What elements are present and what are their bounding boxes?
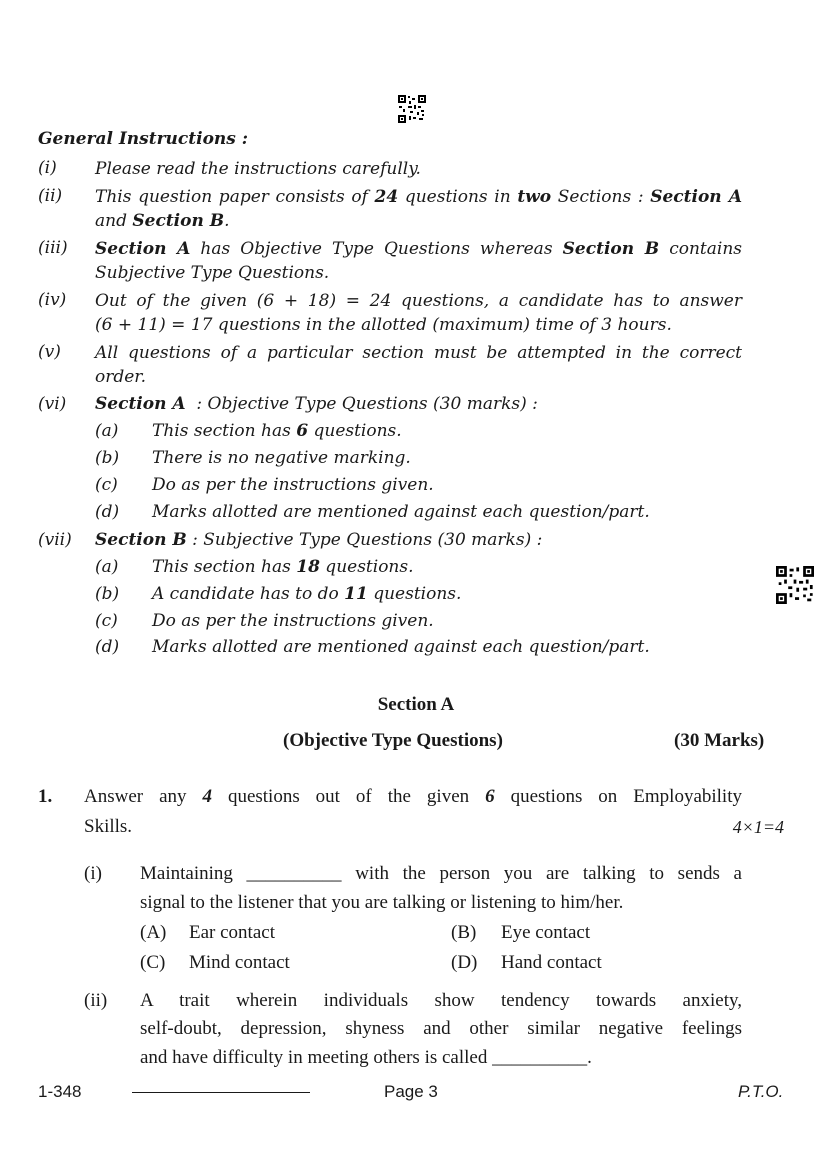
sub-label: (a) — [95, 557, 119, 577]
qr-code-side-icon — [776, 566, 814, 604]
option-text: Hand contact — [501, 952, 602, 973]
instruction-number: (ii) — [38, 186, 63, 206]
instruction-text: Please read the instructions carefully. — [95, 159, 421, 179]
part-number: (i) — [84, 863, 102, 884]
part-text: Maintaining __________ with the person you are talking to sends a — [140, 863, 742, 884]
question-text: Answer any 4 questions out of the given 6 questions on Employability — [84, 786, 742, 807]
instruction-text: All questions of a particular section must be attempted in the correct order. — [95, 343, 742, 387]
instruction-number: (iv) — [38, 290, 67, 310]
sub-label: (c) — [95, 475, 118, 495]
option-text: Ear contact — [189, 922, 275, 943]
paper-code: 1-348 — [38, 1082, 82, 1101]
option-label: (C) — [140, 952, 166, 973]
qr-code-top-icon — [398, 95, 426, 123]
instruction-text: This question paper consists of 24 questions in two Sections : Section A and Section B. — [95, 187, 743, 231]
instruction-text: Section A has Objective Type Questions whereas Section B contains Subjective Type Questions. — [95, 239, 742, 283]
sub-text: Marks allotted are mentioned against each question/part. — [152, 502, 650, 522]
sub-text: This section has 6 questions. — [152, 421, 402, 441]
part-text: A trait wherein individuals show tendency towards anxiety, — [140, 990, 742, 1011]
sub-label: (d) — [95, 502, 120, 522]
part-text-line2: self-doubt, depression, shyness and other similar negative feelings — [140, 1018, 742, 1039]
section-a-instruction: Section A : Objective Type Questions (30 marks) : — [95, 394, 538, 414]
section-subtitle: (Objective Type Questions) — [283, 730, 503, 751]
sub-label: (b) — [95, 448, 120, 468]
instruction-number: (iii) — [38, 238, 68, 258]
sub-text: Do as per the instructions given. — [152, 611, 434, 631]
page-number: Page 3 — [384, 1082, 438, 1101]
part-text-line3: and have difficulty in meeting others is called __________. — [140, 1047, 592, 1068]
instruction-number: (vii) — [38, 530, 72, 550]
instructions-heading: General Instructions : — [38, 129, 249, 149]
option-text: Mind contact — [189, 952, 290, 973]
sub-text: This section has 18 questions. — [152, 557, 414, 577]
section-b-instruction: Section B : Subjective Type Questions (30 marks) : — [95, 530, 543, 550]
instruction-number: (v) — [38, 342, 61, 362]
sub-text: A candidate has to do 11 questions. — [152, 584, 462, 604]
option-label: (D) — [451, 952, 478, 973]
pto-label: P.T.O. — [738, 1082, 784, 1101]
question-text-line2: Skills. — [84, 816, 133, 837]
sub-label: (a) — [95, 421, 119, 441]
question-number: 1. — [38, 786, 53, 807]
option-label: (A) — [140, 922, 167, 943]
sub-label: (c) — [95, 611, 118, 631]
sub-label: (d) — [95, 637, 120, 657]
option-text: Eye contact — [501, 922, 591, 943]
sub-text: Do as per the instructions given. — [152, 475, 434, 495]
footer-divider — [132, 1092, 310, 1093]
sub-text: There is no negative marking. — [152, 448, 411, 468]
instruction-number: (vi) — [38, 394, 67, 414]
section-marks: (30 Marks) — [674, 730, 765, 751]
sub-text: Marks allotted are mentioned against each question/part. — [152, 637, 650, 657]
question-score: 4×1=4 — [732, 817, 784, 837]
part-number: (ii) — [84, 990, 108, 1011]
section-title: Section A — [377, 694, 455, 715]
option-label: (B) — [451, 922, 477, 943]
sub-label: (b) — [95, 584, 120, 604]
instruction-number: (i) — [38, 158, 57, 178]
instruction-text: Out of the given (6 + 18) = 24 questions, a candidate has to answer (6 + 11) = 17 questions in the allotted (maximum) time of 3 hours. — [95, 291, 742, 335]
part-text-line2: signal to the listener that you are talking or listening to him/her. — [140, 892, 624, 913]
